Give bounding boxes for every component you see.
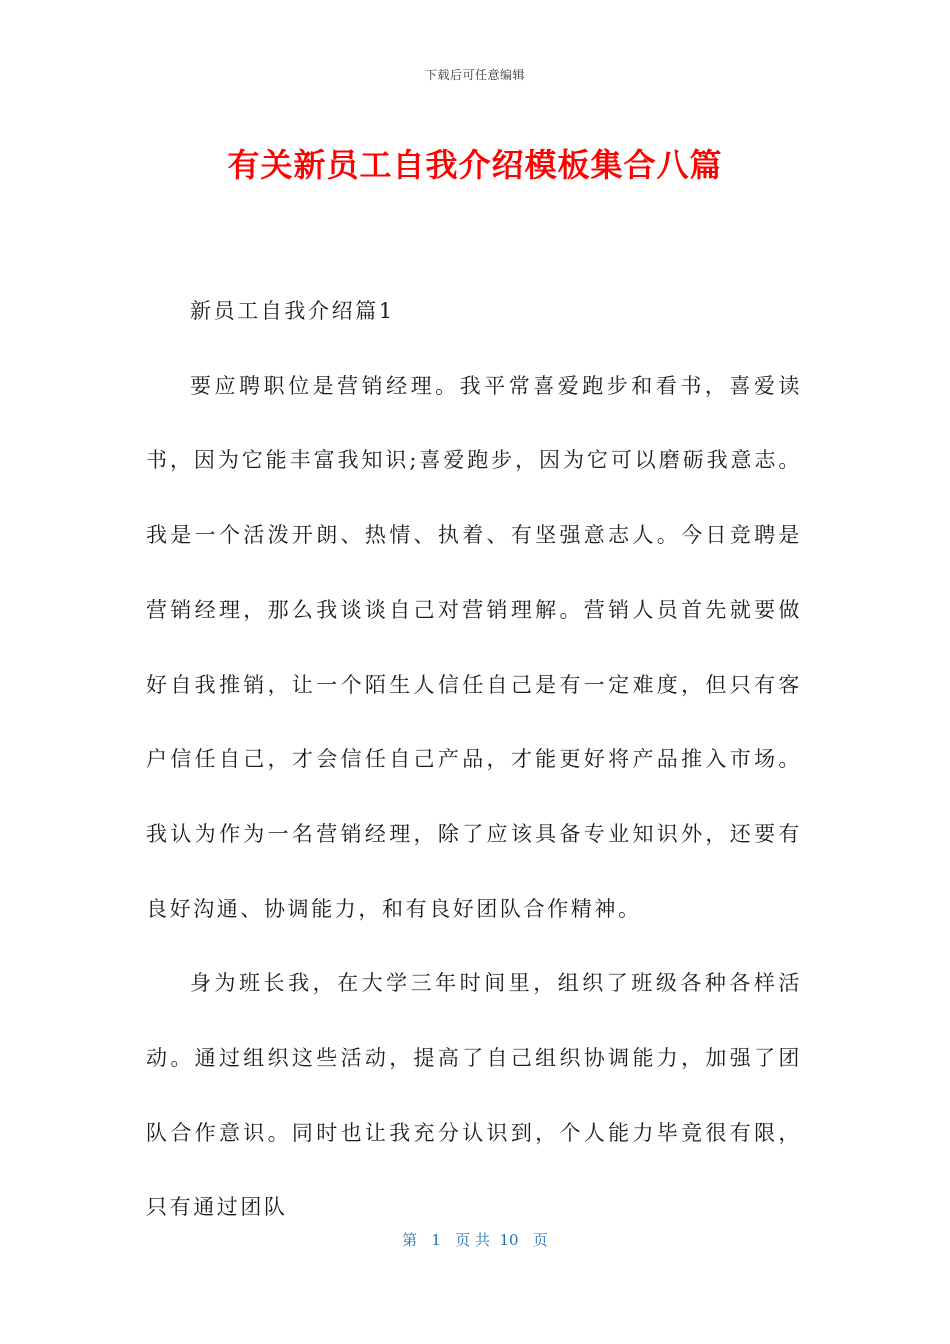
document-body [146, 274, 802, 1245]
document-title: 有关新员工自我介绍模板集合八篇 [227, 146, 723, 184]
section-heading: 新员工自我介绍篇1 [190, 299, 395, 323]
page-number-footer: 第 1 页 共 10 页 [402, 1231, 548, 1249]
paragraph-1: 要应聘职位是营销经理。我平常喜爱跑步和看书，喜爱读书，因为它能丰富我知识;喜爱跑步，因为它可以磨砺我意志。我是一个活泼开朗、热情、执着、有坚强意志人。今日竞聘是营销经理，那么我谈谈自己对营销理解。营销人员首先就要做好自我推销，让一个陌生人信任自己是有一定难度，但只有客户信任自己，才会信任自己产品，才能更好将产品推入市场。我认为作为一名营销经理，除了应该具备专业知识外，还要有良好沟通、协调能力，和有良好团队合作精神。 [146, 373, 802, 921]
paragraph-2: 身为班长我，在大学三年时间里，组织了班级各种各样活动。通过组织这些活动，提高了自己组织协调能力，加强了团队合作意识。同时也让我充分认识到，个人能力毕竟很有限，只有通过团队 [146, 971, 802, 1220]
header-note: 下载后可任意编辑 [424, 68, 525, 82]
